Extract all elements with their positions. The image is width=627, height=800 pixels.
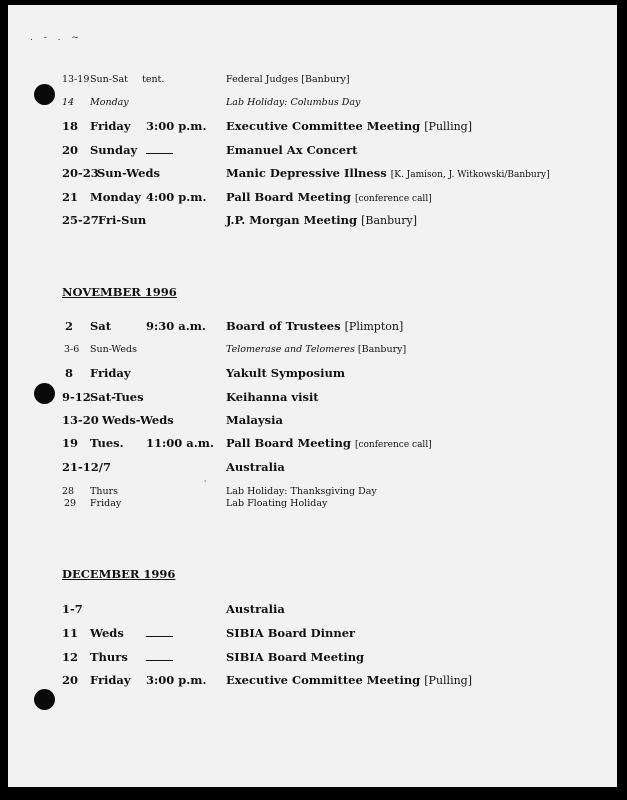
row-date: 20-23 [62, 166, 99, 180]
row-time-blank [146, 143, 173, 157]
row-date: 12 [62, 650, 79, 664]
row-event: Lab Holiday: Columbus Day [226, 97, 361, 108]
row-day: Friday [90, 119, 131, 133]
row-event: Pall Board Meeting [conference call] [226, 436, 432, 450]
row-date: 19 [62, 436, 79, 450]
row-note: [Plimpton] [344, 320, 404, 333]
row-day: Friday [90, 498, 122, 509]
row-event: Executive Committee Meeting [Pulling] [226, 673, 472, 687]
row-event: Lab Floating Holiday [226, 498, 328, 509]
row-day: Fri-Sun [98, 213, 147, 227]
row-event: Australia [226, 602, 285, 616]
row-date: 29 [64, 498, 77, 509]
row-time: 11:00 a.m. [146, 436, 214, 450]
row-event: Australia [226, 460, 285, 474]
row-event: Telomerase and Telomeres [Banbury] [226, 344, 407, 355]
row-day: Sunday [90, 143, 138, 157]
row-event: Emanuel Ax Concert [226, 143, 358, 157]
row-day: Sun-Weds [90, 344, 138, 355]
row-time: 9:30 a.m. [146, 319, 206, 333]
row-event: SIBIA Board Meeting [226, 650, 365, 664]
row-date: 21-12/7 [62, 460, 111, 474]
document-page [8, 5, 617, 787]
row-event: Keihanna visit [226, 390, 319, 404]
row-day: Thurs [90, 650, 128, 664]
punch-hole-bottom [34, 689, 55, 710]
row-time: 4:00 p.m. [146, 190, 207, 204]
stray-mark: ' [204, 479, 207, 488]
row-day: Monday [90, 190, 141, 204]
row-day: Monday [90, 97, 129, 108]
punch-hole-middle [34, 383, 55, 404]
row-day: Thurs [90, 486, 118, 497]
row-note: [Banbury] [357, 344, 407, 355]
row-event: Malaysia [226, 413, 283, 427]
month-heading-december: DECEMBER 1996 [62, 567, 176, 581]
row-date: 9-12 [62, 390, 91, 404]
row-date: 20 [62, 143, 79, 157]
row-time: tent. [142, 74, 165, 85]
row-date: 2 [65, 319, 74, 333]
row-time-blank [146, 626, 173, 640]
row-date: 3-6 [64, 344, 80, 355]
row-day: Sat [90, 319, 112, 333]
month-heading-november: NOVEMBER 1996 [62, 285, 177, 299]
row-event: Yakult Symposium [226, 366, 346, 380]
row-event: Manic Depressive Illness [K. Jamison, J. Witkowski/Banbury] [226, 166, 550, 180]
row-note: [Pulling] [424, 674, 472, 687]
row-time: 3:00 p.m. [146, 673, 207, 687]
row-event: Executive Committee Meeting [Pulling] [226, 119, 472, 133]
punch-hole-top [34, 84, 55, 105]
row-date: 13-19 [62, 74, 90, 85]
row-note: [K. Jamison, J. Witkowski/Banbury] [390, 170, 550, 180]
row-day: Tues. [90, 436, 124, 450]
row-date: 28 [62, 486, 75, 497]
row-note: [Banbury] [361, 214, 418, 227]
row-date: 1-7 [62, 602, 83, 616]
row-note: [Banbury] [301, 74, 350, 85]
row-event: Board of Trustees [Plimpton] [226, 319, 404, 333]
row-date: 13-20 [62, 413, 99, 427]
row-day: Weds [90, 626, 124, 640]
row-date: 14 [62, 97, 75, 108]
row-time-blank [146, 650, 173, 664]
row-date: 11 [62, 626, 79, 640]
row-note: [conference call] [354, 194, 432, 204]
row-event: Pall Board Meeting [conference call] [226, 190, 432, 204]
row-note: [Pulling] [424, 120, 472, 133]
row-event: SIBIA Board Dinner [226, 626, 356, 640]
row-event: J.P. Morgan Meeting [Banbury] [226, 213, 418, 227]
row-time: 3:00 p.m. [146, 119, 207, 133]
row-date: 25-27 [62, 213, 99, 227]
row-day: Sat-Tues [90, 390, 144, 404]
row-date: 8 [65, 366, 74, 380]
row-day: Friday [90, 673, 131, 687]
row-date: 21 [62, 190, 79, 204]
row-date: 20 [62, 673, 79, 687]
row-day: Sun-Sat [90, 74, 128, 85]
row-date: 18 [62, 119, 79, 133]
paper-specks: . - . ~ [30, 33, 83, 43]
row-day: Sun-Weds [97, 166, 160, 180]
row-day: Friday [90, 366, 131, 380]
row-event: Lab Holiday: Thanksgiving Day [226, 486, 377, 497]
row-day: Weds-Weds [102, 413, 174, 427]
row-event: Federal Judges [Banbury] [226, 74, 350, 85]
row-note: [conference call] [354, 440, 432, 450]
